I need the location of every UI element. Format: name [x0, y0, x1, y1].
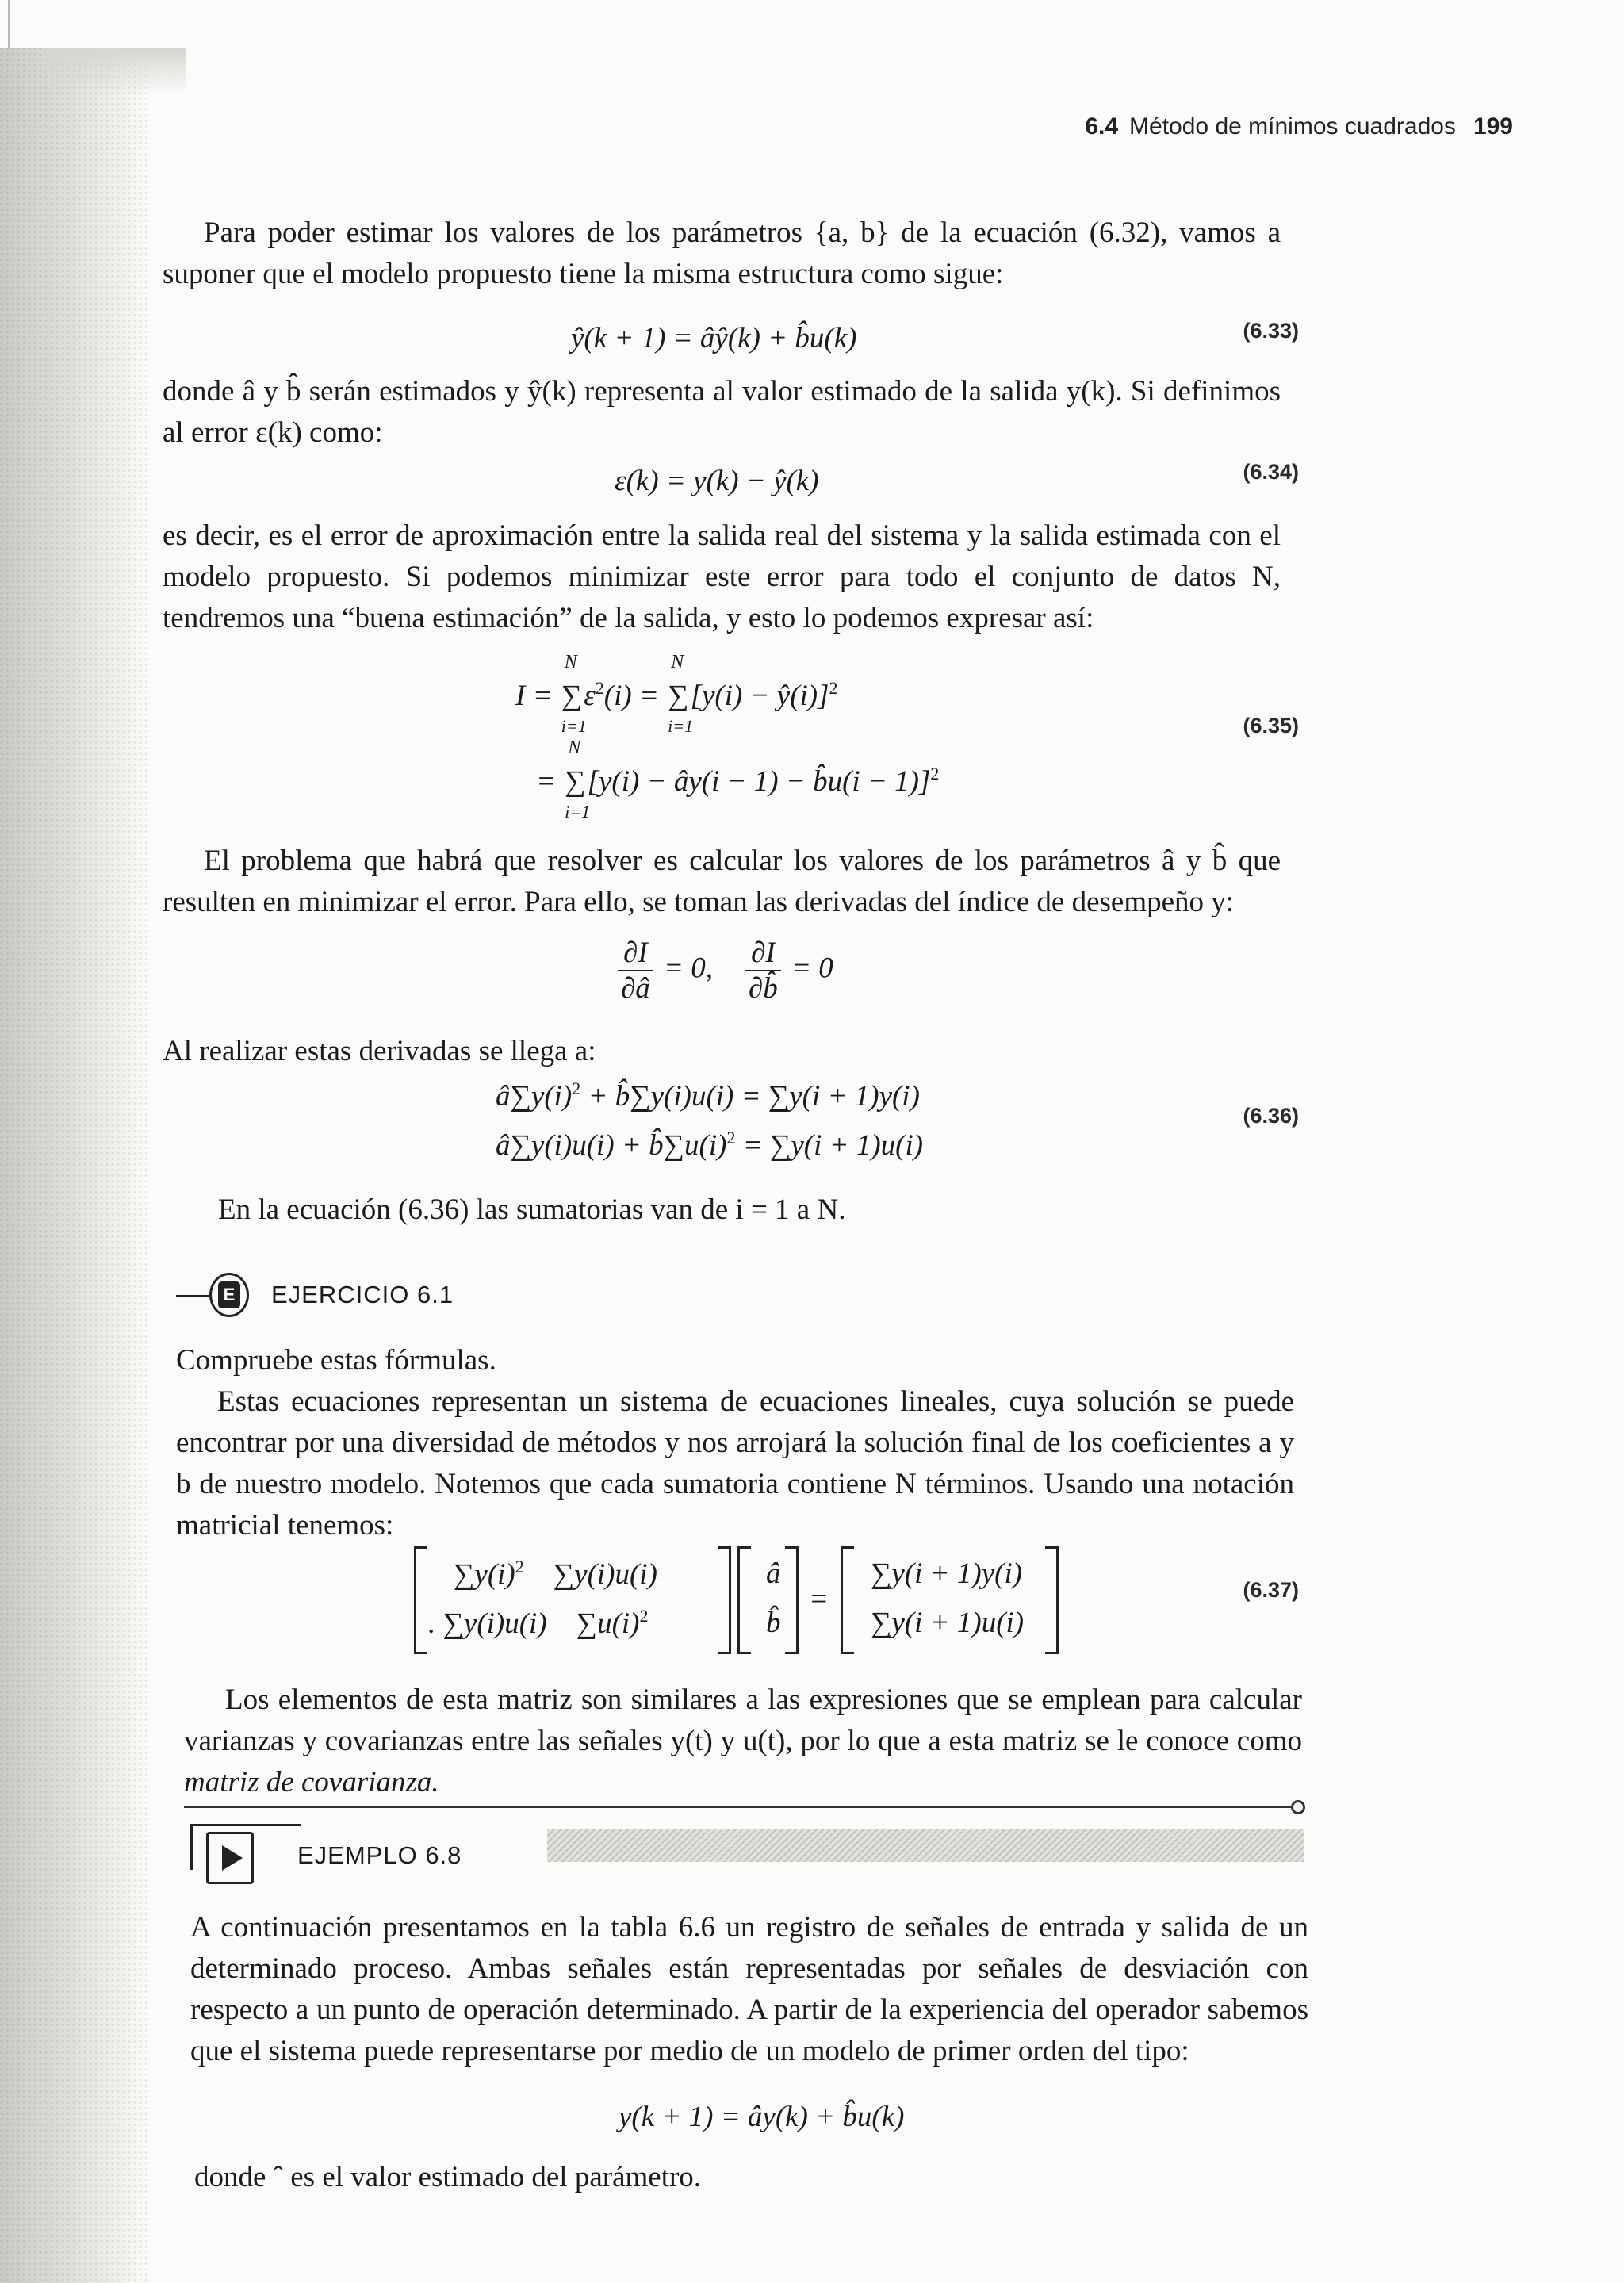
equation-6-36-line1: $â\sum y(i)^2$ + b̂∑y(i)u(i) = ∑y(i + 1)y(i) [496, 1078, 920, 1113]
paragraph-8: Estas ecuaciones representan un sistema de ecuaciones lineales, cuya solución se puede encontrar por una diversidad de métodos y nos arrojará la solución final de los coeficientes a y b de nuestro modelo. Notemos que cada sumatoria contiene N términos. Usando una notación matricial tenemos: [176, 1385, 1294, 1542]
equation-6-33: ŷ(k + 1) = âŷ(k) + b̂u(k) [571, 322, 857, 354]
paragraph-10: A continuación presentamos en la tabla 6.6 un registro de señales de entrada y salida de un determinado proceso. Ambas señales están representadas por señales de desviación con respecto a un punto de operación determinado. A partir de la experiencia del operador sabemos que el sistema puede representarse por medio de un modelo de primer orden del tipo: [190, 1911, 1308, 2067]
rhs-left-bracket [841, 1546, 854, 1654]
section-title: Método de mínimos cuadrados [1129, 113, 1456, 140]
exercise-title: EJERCICIO 6.1 [271, 1281, 454, 1308]
equation-6-35-line1: I = N ∑ i=1 $\varepsilon^2(i)$ = N ∑ i=1 [y(i) − ŷ(i)]$^2$ [515, 652, 838, 736]
equation-number-6-35: (6.35) [1243, 714, 1299, 737]
matrix-row-1: $\sum y(i)^2$ ∑y(i)u(i) [454, 1557, 657, 1591]
paragraph-3: es decir, es el error de aproximación entre la salida real del sistema y la salida estimada con el modelo propuesto. Si podemos minimizar este error para todo el conjunto de datos N, tendremos una “buena estimación” de la salida, y esto lo podemos expresar así: [163, 519, 1281, 634]
exercise-icon [209, 1273, 249, 1317]
example-header-left-rule [190, 1824, 193, 1870]
exercise-rule [176, 1295, 212, 1297]
matrix-right-bracket [718, 1546, 731, 1654]
vector-a-hat: â [766, 1557, 781, 1590]
rhs-row-2: ∑y(i + 1)u(i) [871, 1607, 1025, 1639]
equation-6-34: ε(k) = y(k) − ŷ(k) [615, 465, 819, 497]
example-play-icon [206, 1832, 254, 1884]
rhs-right-bracket [1045, 1546, 1059, 1654]
paragraph-4: El problema que habrá que resolver es calcular los valores de los parámetros â y b̂ que resulten en minimizar el error. Para ello, se toman las derivadas del índice de desempeño y: [163, 845, 1281, 918]
paragraph-9-text: Los elementos de esta matriz son similares a las expresiones que se emplean para calcular varianzas y covarianzas entre las señales y(t) y u(t), por lo que a esta matriz se le conoce como [184, 1684, 1302, 1757]
matrix-left-bracket [414, 1546, 427, 1654]
paragraph-1: Para poder estimar los valores de los parámetros {a, b} de la ecuación (6.32), vamos a suponer que el modelo propuesto tiene la misma estructura como sigue: [163, 216, 1281, 290]
equation-6-35-line2: = N ∑ i=1 [y(i) − ây(i − 1) − b̂u(i − 1)]$^2$ [536, 737, 940, 822]
example-block-header [190, 1824, 1308, 1903]
paragraph-2: donde â y b̂ serán estimados y ŷ(k) representa al valor estimado de la salida y(k). Si definimos al error ε(k) como: [163, 375, 1281, 449]
equation-6-36-line2: â∑y(i)u(i) + $b̂\sum u(i)^2 = \sum y(i + 1)u(i)$ [496, 1128, 924, 1162]
example-spacer [190, 1818, 1308, 1820]
equation-model: y(k + 1) = ây(k) + b̂u(k) [619, 2101, 905, 2133]
paragraph-11: donde ˆ es el valor estimado del parámetro. [194, 2161, 702, 2193]
exercise-end-rule [184, 1806, 1294, 1808]
paragraph-7: Compruebe estas fórmulas. [176, 1344, 496, 1377]
binding-shadow-top [44, 48, 186, 95]
binding-shadow [0, 48, 151, 2283]
example-hatched-band-top [547, 1829, 1304, 1862]
equation-number-6-34: (6.34) [1243, 460, 1299, 484]
exercise-end-circle [1291, 1800, 1305, 1814]
vector-left-bracket [737, 1546, 751, 1654]
exercise-icon-letter: E [218, 1281, 240, 1308]
vector-right-bracket [785, 1546, 799, 1654]
matrix-equals: = [809, 1583, 829, 1615]
matrix-row-2: . ∑y(i)u(i) $\sum u(i)^2$ [428, 1606, 649, 1640]
paragraph-9-term: matriz de covarianza. [184, 1766, 439, 1798]
equation-number-6-37: (6.37) [1243, 1578, 1299, 1602]
paragraph-9 [184, 1680, 1302, 1803]
equation-derivatives: $\frac{\partial I}{\partial â}$ = 0, $\frac{\partial I}{\partial b̂}$ = 0 [615, 936, 833, 1006]
running-header [1085, 113, 1513, 140]
equation-number-6-33: (6.33) [1243, 319, 1299, 343]
page-number: 199 [1473, 113, 1513, 140]
paragraph-6: En la ecuación (6.36) las sumatorias van de i = 1 a N. [218, 1193, 846, 1226]
example-title: EJEMPLO 6.8 [297, 1841, 462, 1869]
paragraph-5: Al realizar estas derivadas se llega a: [163, 1035, 596, 1067]
section-number: 6.4 [1085, 113, 1119, 140]
vector-b-hat: b̂ [766, 1607, 781, 1639]
equation-number-6-36: (6.36) [1243, 1104, 1299, 1128]
example-header-rule [190, 1824, 301, 1826]
rhs-row-1: ∑y(i + 1)y(i) [871, 1557, 1023, 1590]
